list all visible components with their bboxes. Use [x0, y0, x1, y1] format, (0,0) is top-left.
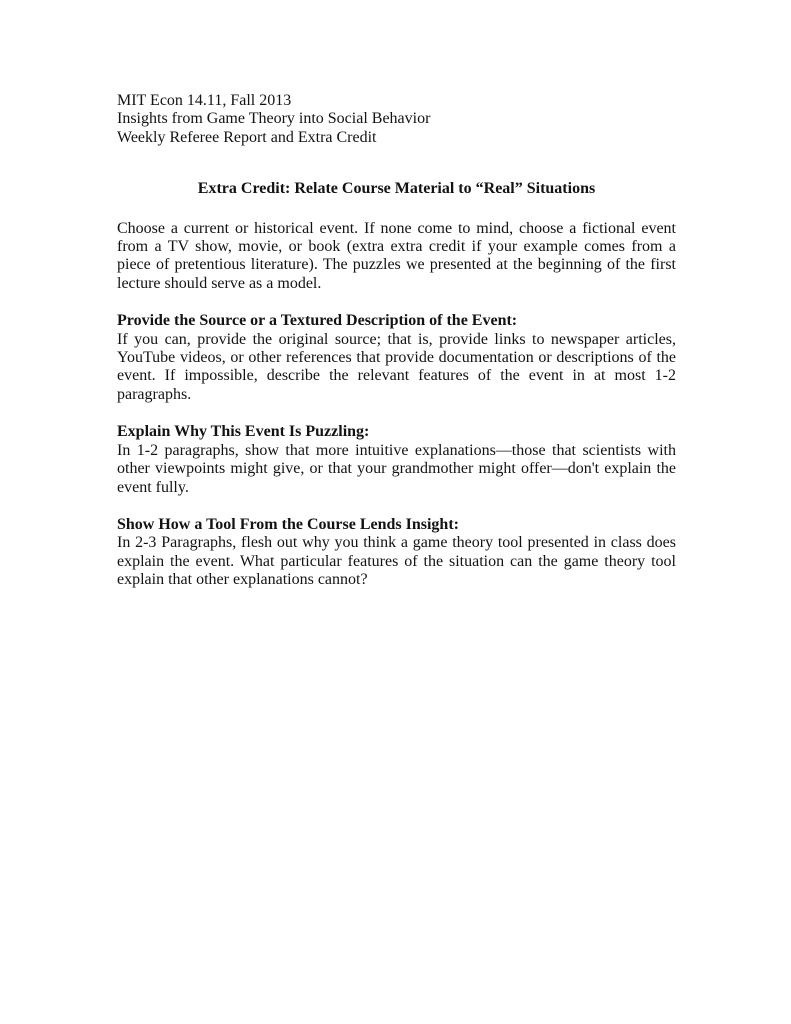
section-body-source: If you can, provide the original source; that is, provide links to newspaper articles, YouTube videos, or other references that provide documentation or descriptions of the event. If impossible, describe the relevant features of the event in at most 1-2 paragraphs.	[117, 330, 676, 403]
document-header	[117, 92, 676, 147]
header-line-assignment: Weekly Referee Report and Extra Credit	[117, 128, 377, 146]
section-heading-puzzling: Explain Why This Event Is Puzzling:	[117, 423, 370, 441]
section-puzzling	[117, 423, 676, 497]
header-line-course: MIT Econ 14.11, Fall 2013	[117, 92, 292, 109]
section-body-course-tool: In 2-3 Paragraphs, flesh out why you think a game theory tool presented in class does explain the event. What particular features of the situation can the game theory tool explain that other explanations cannot?	[117, 534, 676, 589]
section-course-tool	[117, 516, 676, 590]
document-title: Extra Credit: Relate Course Material to “Real” Situations	[197, 180, 596, 198]
header-line-course-title: Insights from Game Theory into Social Behavior	[117, 110, 431, 128]
section-source-description	[117, 312, 676, 404]
section-heading-source: Provide the Source or a Textured Description of the Event:	[117, 312, 518, 330]
intro-paragraph: Choose a current or historical event. If none come to mind, choose a fictional event from a TV show, movie, or book (extra extra credit if your example comes from a piece of pretentious literature). The puzzles we presented at the beginning of the first lecture should serve as a model.	[117, 219, 676, 292]
section-body-puzzling: In 1-2 paragraphs, show that more intuitive explanations—those that scientists with other viewpoints might give, or that your grandmother might offer—don't explain the event fully.	[117, 441, 676, 496]
section-heading-course-tool: Show How a Tool From the Course Lends Insight:	[117, 515, 459, 533]
